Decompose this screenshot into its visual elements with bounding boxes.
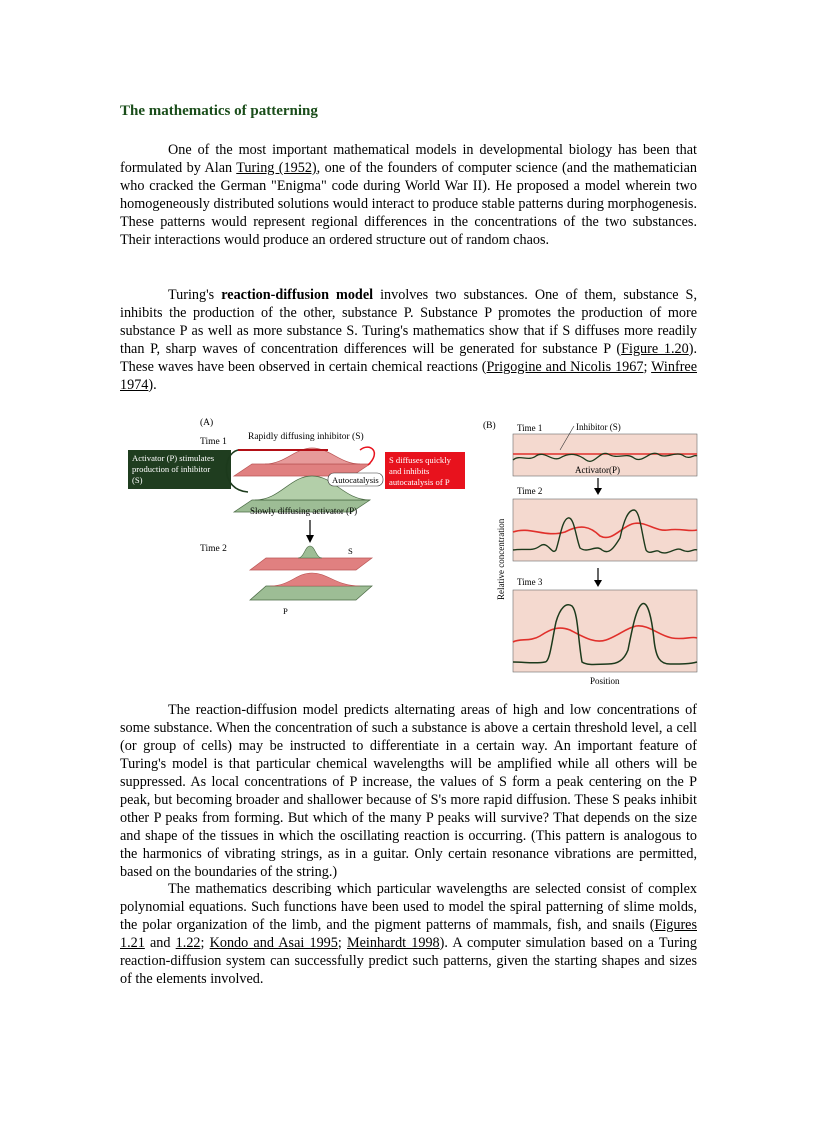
link-figure-1-20[interactable]: Figure 1.20 (621, 341, 689, 357)
text: One of the most important mathematical models in developmental biology has been that formulated by Alan (120, 142, 697, 176)
link-kondo-asai-1995[interactable]: Kondo and Asai 1995 (209, 935, 338, 951)
activator-label-a: Slowly diffusing activator (P) (250, 506, 358, 516)
red-box-line-1: S diffuses quickly (389, 455, 451, 465)
text: ; (337, 935, 347, 951)
graph-time2 (513, 499, 697, 561)
link-winfree-1974[interactable]: Winfree 1974 (120, 359, 698, 393)
red-box-line-3: autocatalysis of P (389, 477, 450, 487)
panel-a-time2: Time 2 (200, 544, 227, 554)
text: ). (148, 377, 157, 393)
activator-label-b: Activator(P) (575, 465, 620, 475)
panel-a-label: (A) (200, 418, 214, 428)
green-box-line-1: Activator (P) stimulates (132, 453, 215, 463)
panel-b-label: (B) (483, 421, 496, 431)
graph-time3-label: Time 3 (517, 577, 543, 587)
graph-time2-label: Time 2 (517, 486, 543, 496)
text: , one of the founders of computer science (and the mathematician who cracked the German "Enigma" code during World War II). He proposed a model wherein two homogeneously distributed solutions would interact to produce stable patterns during morphogenesis. These patterns would represent regional differences in the concentrations of the two substances. Their interactions would produce an ordered structure out of random chaos. (120, 160, 697, 248)
p-label: P (283, 606, 288, 616)
paragraph-1 (120, 141, 697, 249)
paragraph-3 (120, 701, 697, 881)
text: and (144, 935, 176, 951)
y-axis-label: Relative concentration (496, 518, 506, 600)
inhibitor-info-box (385, 452, 465, 489)
green-box-line-3: (S) (132, 475, 143, 485)
figure-1-20 (120, 410, 700, 688)
graph-time3 (513, 590, 697, 672)
graph-arrow-2-head (594, 580, 602, 587)
graph-time1-label: Time 1 (517, 423, 543, 433)
link-turing-1952[interactable]: Turing (1952) (236, 160, 317, 176)
link-figure-1-22[interactable]: 1.22 (175, 935, 201, 951)
x-axis-label: Position (590, 676, 620, 686)
s-label: S (348, 546, 353, 556)
text: ). These waves have been observed in certain chemical reactions ( (120, 341, 697, 375)
text: Turing's (168, 287, 222, 303)
paragraph-4 (120, 880, 697, 988)
section-title: The mathematics of patterning (120, 103, 318, 119)
graph-arrow-1-head (594, 488, 602, 495)
activator-info-box (128, 450, 231, 489)
panel-a-time1: Time 1 (200, 437, 227, 447)
time2-sheets (250, 546, 372, 600)
link-figures-1-21[interactable]: Figures 1.21 (120, 917, 697, 951)
bold-term: reaction-diffusion model (221, 287, 374, 303)
text: ; (200, 935, 210, 951)
text: ). A computer simulation based on a Turing reaction-diffusion system can successfully predict such patterns, given the starting shapes and sizes of the elements involved. (120, 935, 697, 987)
paragraph-2 (120, 286, 697, 394)
link-meinhardt-1998[interactable]: Meinhardt 1998 (347, 935, 440, 951)
autocatalysis-label: Autocatalysis (332, 475, 379, 485)
time-arrow-a-head (306, 535, 314, 543)
inhibitor-label-a: Rapidly diffusing inhibitor (S) (248, 432, 364, 442)
text: The reaction-diffusion model predicts alternating areas of high and low concentrations of some substance. When the concentration of such a substance is above a certain threshold level, a cell (or group of cells) may be instructed to differentiate in a certain way. An important feature of Turing's model is that particular chemical wavelengths will be amplified while all others will be suppressed. As local concentrations of P increase, the values of S form a peak centering on the P peak, but becoming broader and shallower because of S's more rapid diffusion. These S peaks inhibit other P peaks from forming. But which of the many P peaks will survive? That depends on the size and shape of the tissues in which the oscillating reaction is occurring. (This pattern is analogous to the harmonics of vibrating strings, as in a guitar. Only certain resonance vibrations are permitted, based on the boundaries of the string.) (120, 702, 697, 880)
text: involves two substances. One of them, substance S, inhibits the production of the other, substance P. Substance P promotes the production of more substance P as well as more substance S. Turing's mathematics show that if S diffuses more readily than P, sharp waves of concentration differences will be generated for substance P ( (120, 287, 697, 357)
text: ; (643, 359, 652, 375)
red-box-line-2: and inhibits (389, 466, 430, 476)
text: The mathematics describing which particular wavelengths are selected consist of complex polynomial equations. Such functions have been used to model the spiral patterning of slime molds, the polar organization of the limb, and the pigment patterns of mammals, fish, and snails ( (120, 881, 697, 933)
link-prigogine-nicolis[interactable]: Prigogine and Nicolis 1967 (486, 359, 644, 375)
inhibitor-label-b: Inhibitor (S) (576, 422, 621, 432)
green-box-line-2: production of inhibitor (132, 464, 211, 474)
